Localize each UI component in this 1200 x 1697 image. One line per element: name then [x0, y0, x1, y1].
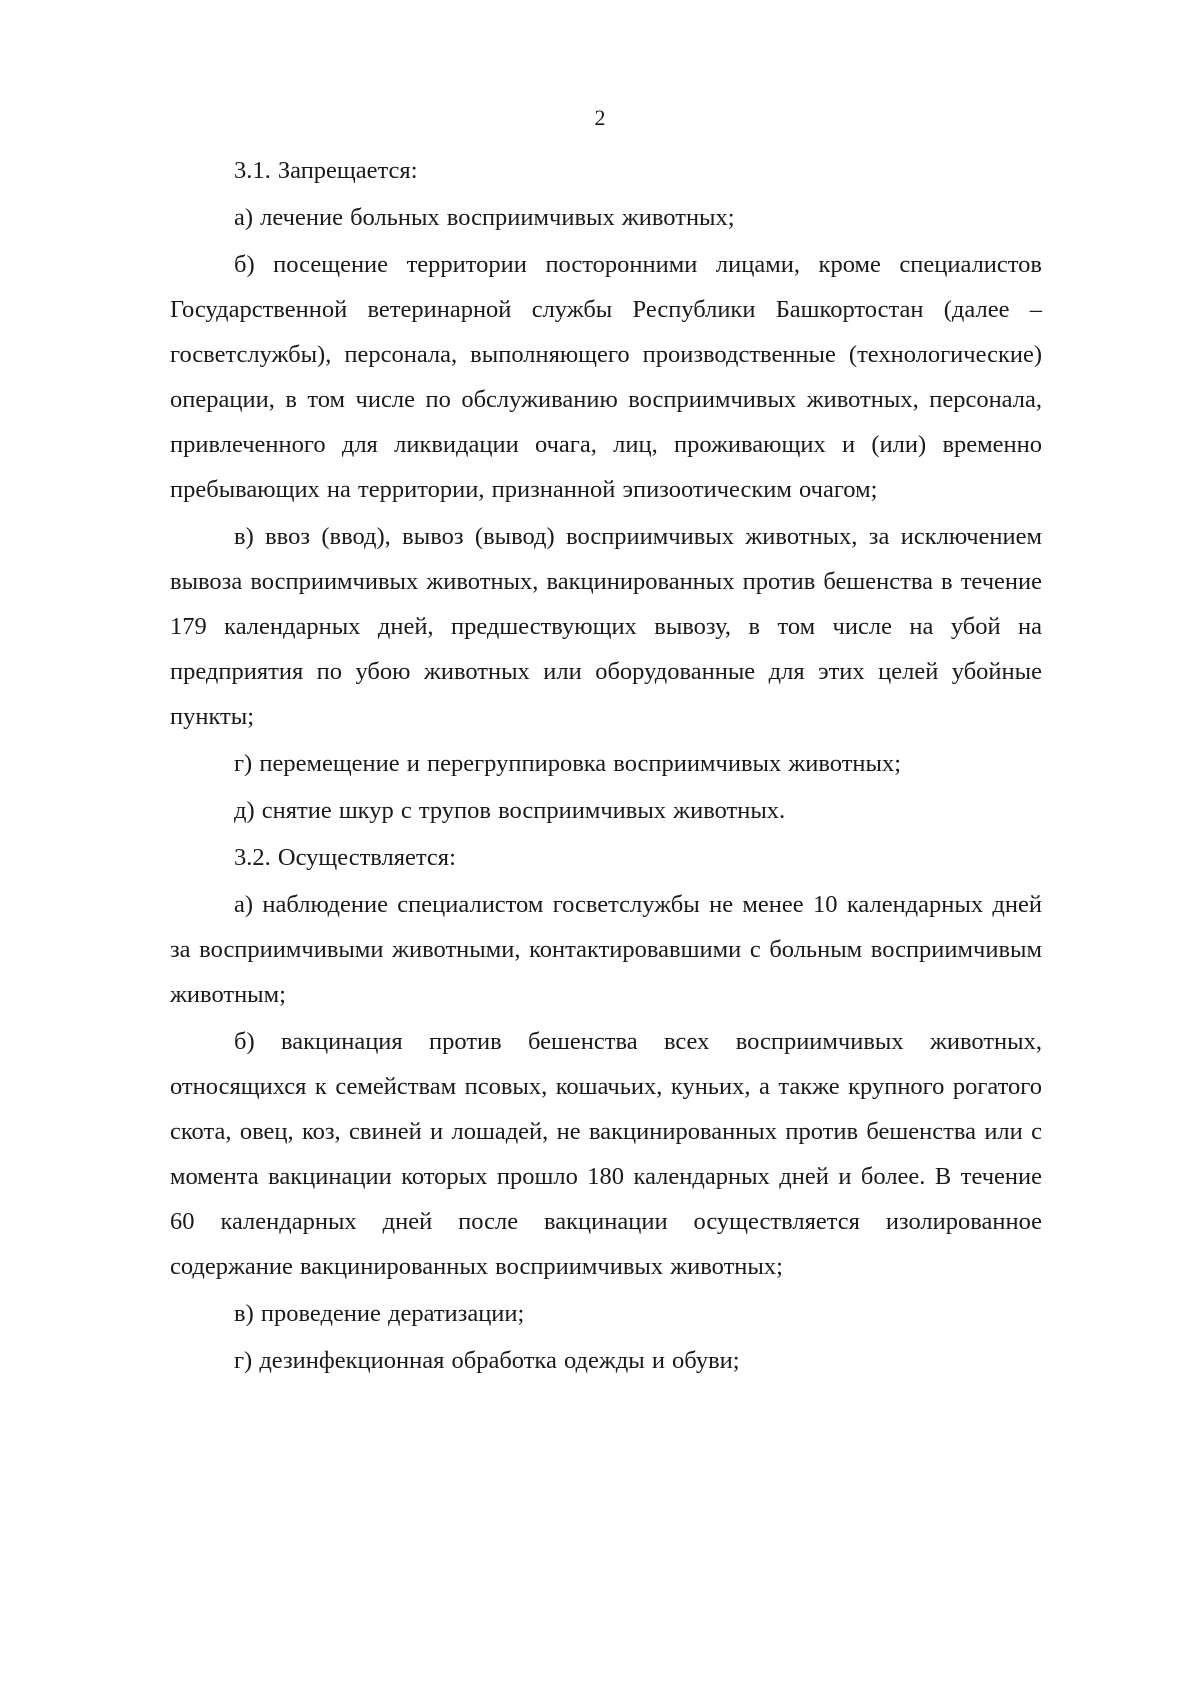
- section-heading-3-2: 3.2. Осуществляется:: [234, 844, 456, 871]
- list-item-3-1-d: д) снятие шкур с трупов восприимчивых животных.: [234, 797, 786, 824]
- list-item-3-2-g: г) дезинфекционная обработка одежды и обуви;: [234, 1347, 740, 1374]
- page-number: 2: [594, 105, 606, 130]
- list-item-3-1-b: б) посещение территории посторонними лицами, кроме специалистов Государственной ветеринарной службы Республики Башкортостан (далее – госветслужбы), персонала, выполняющего производственные (технологические) операции, в том числе по обслуживанию восприимчивых животных, персонала, привлеченного для ликвидации очага, лиц, проживающих и (или) временно пребывающих на территории, признанной эпизоотическим очагом;: [170, 251, 1042, 503]
- list-item-3-1-a: а) лечение больных восприимчивых животных;: [234, 204, 735, 231]
- list-item-3-2-b: б) вакцинация против бешенства всех восприимчивых животных, относящихся к семействам псовых, кошачьих, куньих, а также крупного рогатого скота, овец, коз, свиней и лошадей, не вакцинированных против бешенства или с момента вакцинации которых прошло 180 календарных дней и более. В течение 60 календарных дней после вакцинации осуществляется изолированное содержание вакцинированных восприимчивых животных;: [170, 1028, 1042, 1280]
- list-item-3-2-a: а) наблюдение специалистом госветслужбы не менее 10 календарных дней за восприимчивыми животными, контактировавшими с больным восприимчивым животным;: [170, 891, 1042, 1008]
- list-item-3-1-g: г) перемещение и перегруппировка восприимчивых животных;: [234, 750, 902, 777]
- list-item-3-2-v: в) проведение дератизации;: [234, 1300, 525, 1327]
- list-item-3-1-v: в) ввоз (ввод), вывоз (вывод) восприимчивых животных, за исключением вывоза восприимчивых животных, вакцинированных против бешенства в течение 179 календарных дней, предшествующих вывозу, в том числе на убой на предприятия по убою животных или оборудованные для этих целей убойные пункты;: [170, 523, 1042, 730]
- document-body: [170, 148, 1042, 1385]
- section-heading-3-1: 3.1. Запрещается:: [234, 157, 418, 184]
